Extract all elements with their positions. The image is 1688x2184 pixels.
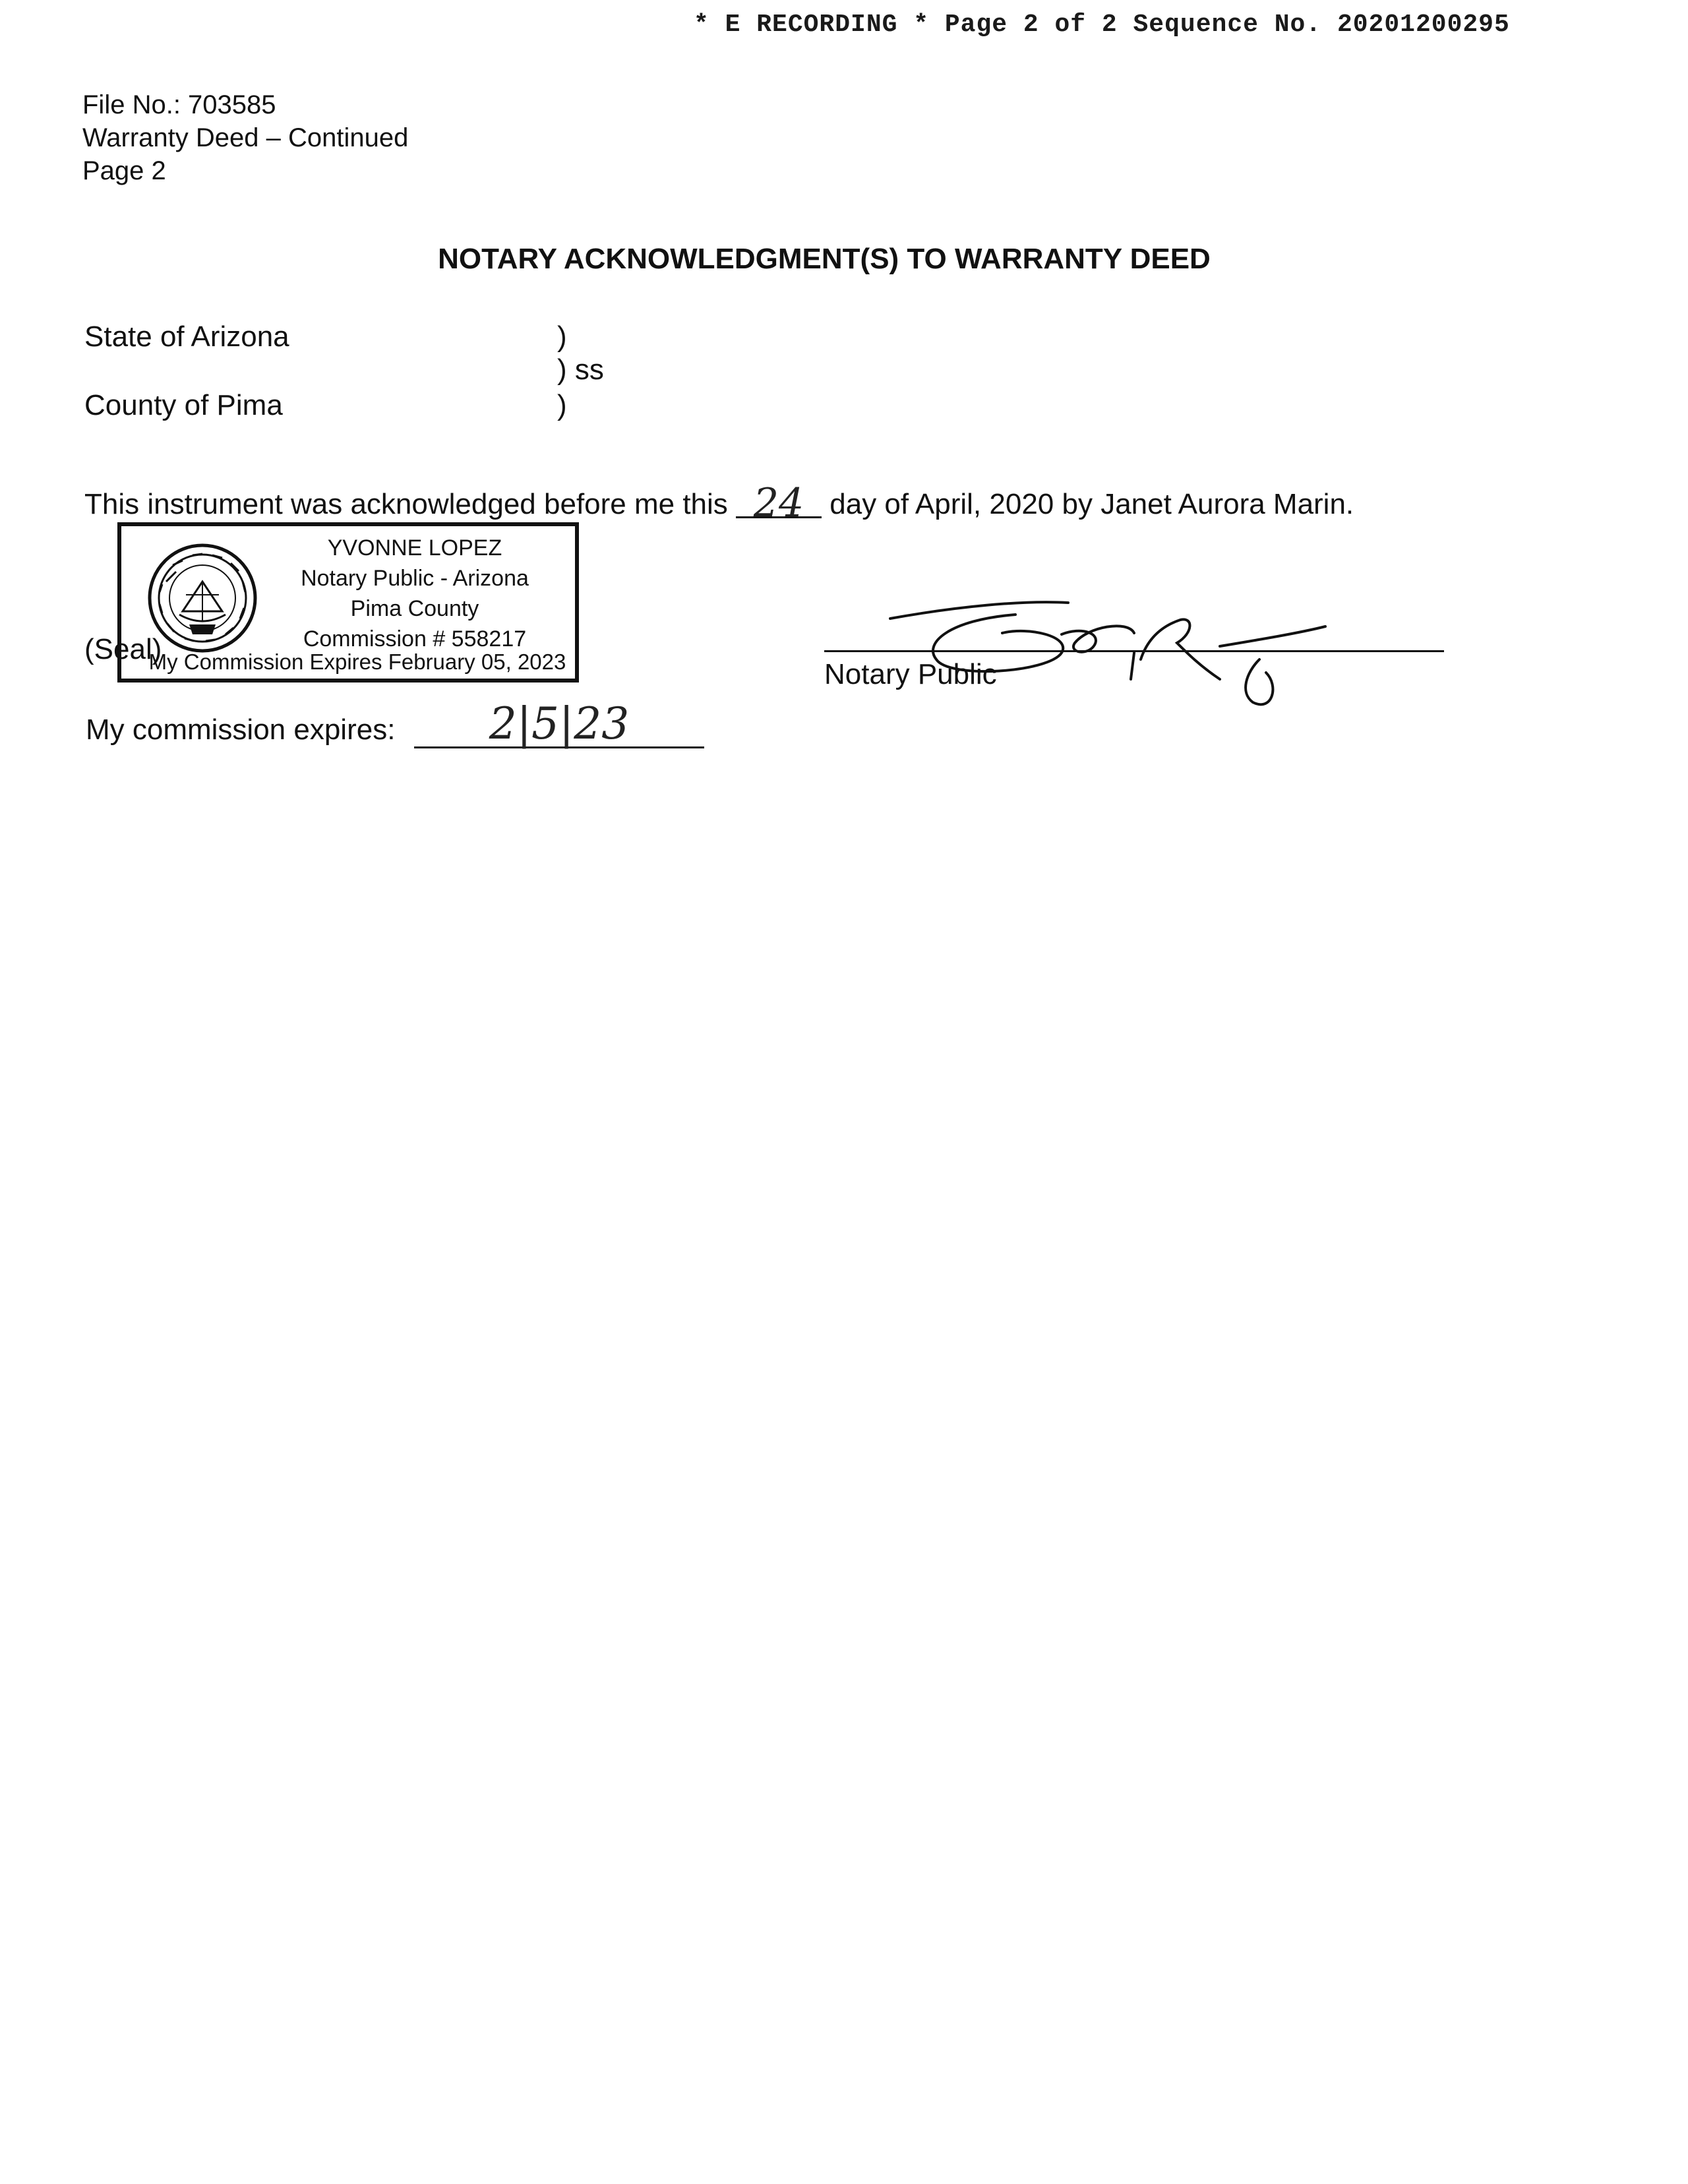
page-number: Page 2 [82,156,166,185]
venue-county: County of Pima [84,389,283,421]
stamp-notary-title: Notary Public - Arizona [301,566,529,591]
recording-header: * E RECORDING * Page 2 of 2 Sequence No. 20201200295 [694,11,1510,39]
acknowledgment-day: 24 [736,490,822,518]
stamp-expiry: My Commission Expires February 05, 2023 [148,650,566,674]
document-title: NOTARY ACKNOWLEDGMENT(S) TO WARRANTY DEED [438,243,1211,275]
notary-signature-line [824,650,1444,652]
stamp-county: Pima County [350,596,479,621]
stamp-commission-number: Commission # 558217 [303,626,527,652]
venue-paren-top: ) [557,320,567,353]
stamp-details [260,533,570,654]
seal-label: (Seal) [84,633,162,665]
acknowledgment-prefix: This instrument was acknowledged before me this [84,488,737,520]
file-info [82,88,408,187]
state-seal-icon [146,542,258,654]
notary-stamp [117,522,579,682]
commission-expires-label: My commission expires: [86,713,396,746]
venue-state: State of Arizona [84,320,289,353]
notary-public-label: Notary Public [824,658,997,690]
venue-paren-bottom: ) [557,389,567,421]
commission-expires-value: 2|5|23 [414,707,704,748]
document-type: Warranty Deed – Continued [82,123,409,152]
acknowledgment-sentence [84,480,1354,526]
file-number: File No.: 703585 [82,90,276,119]
venue-paren-ss: ) ss [557,353,604,386]
acknowledgment-suffix: day of April, 2020 by Janet Aurora Marin. [822,488,1354,520]
notary-signature [851,580,1365,712]
stamp-notary-name: YVONNE LOPEZ [327,535,502,561]
